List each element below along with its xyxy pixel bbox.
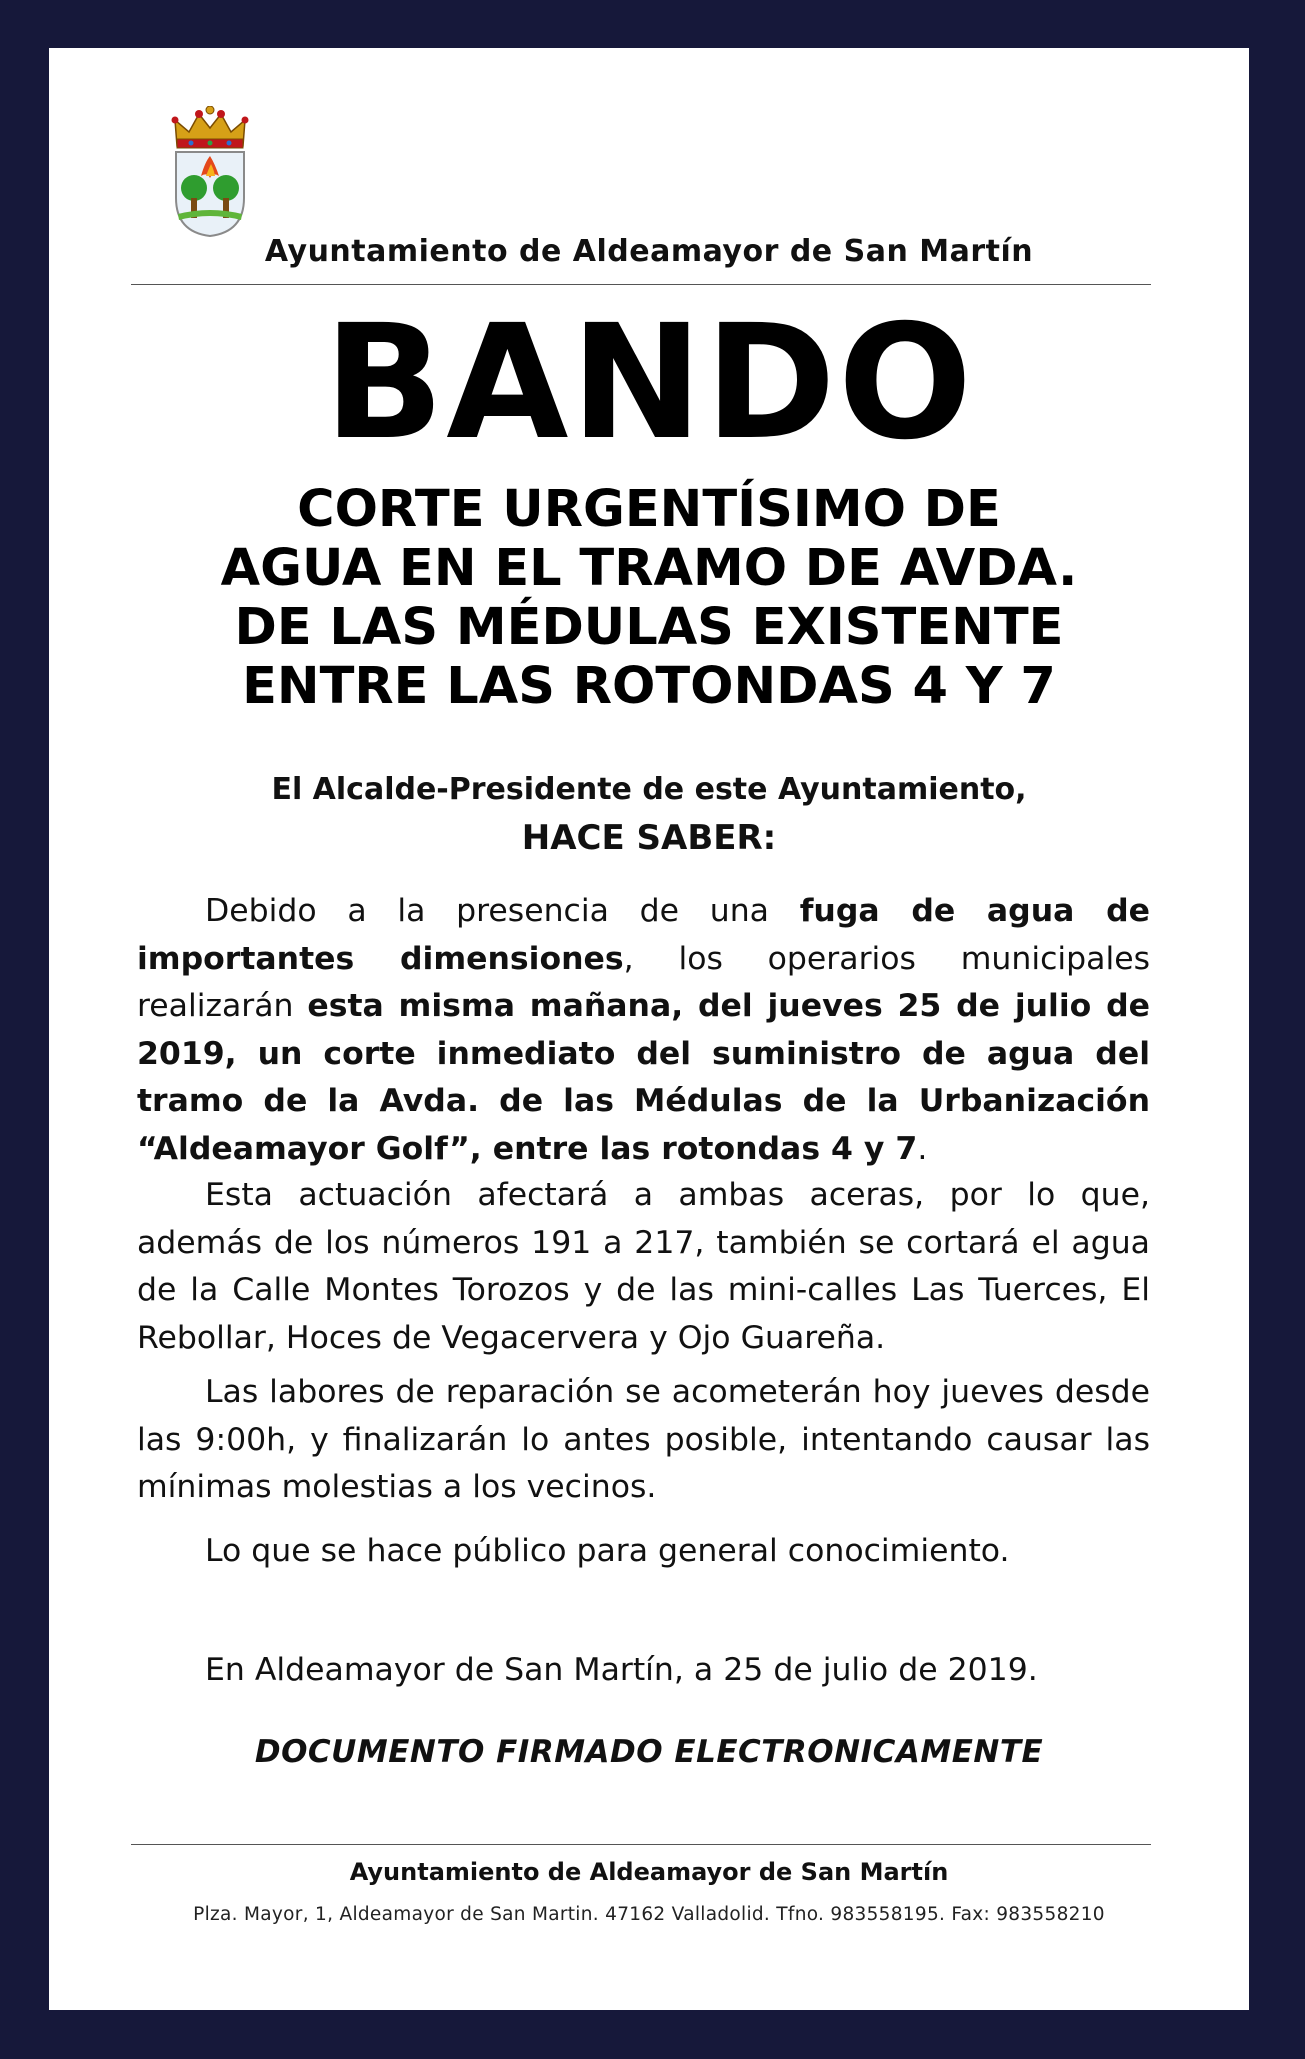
municipality-header: Ayuntamiento de Aldeamayor de San Martín — [264, 234, 1034, 269]
date-line: En Aldeamayor de San Martín, a 25 de julio de 2019. — [205, 1652, 1038, 1688]
paragraph-4: Lo que se hace público para general conocimiento. — [205, 1533, 1010, 1569]
headline-line: CORTE URGENTÍSIMO DE — [297, 480, 1001, 539]
header-divider — [131, 284, 1151, 285]
paragraph-1-bold: esta misma mañana, del jueves 25 de julio de 2019, un corte inmediato del suministro de agua del tramo de la Avda. de las Médulas de la Urbanización “Aldeamayor Golf”, entre las rotondas 4 y 7 — [137, 988, 1150, 1167]
document-page — [49, 48, 1249, 2010]
document-title: BANDO — [323, 291, 975, 475]
footer-municipality: Ayuntamiento de Aldeamayor de San Martín — [349, 1858, 949, 1886]
paragraph-1-bold: fuga de agua de importantes dimensiones — [137, 893, 1150, 977]
paragraph-3: Las labores de reparación se acometerán hoy jueves desde las 9:00h, y finalizarán lo antes posible, intentando causar las mínimas molestias a los vecinos. — [137, 1374, 1150, 1505]
headline-line: AGUA EN EL TRAMO DE AVDA. — [220, 539, 1078, 598]
headline — [109, 480, 1189, 716]
paragraph-1 — [137, 888, 1150, 1173]
paragraph-1-text: , los operarios municipales realizarán — [137, 940, 1150, 1024]
electronic-signature-note: DOCUMENTO FIRMADO ELECTRONICAMENTE — [254, 1734, 1044, 1770]
footer-divider — [131, 1844, 1151, 1845]
coat-of-arms-icon — [169, 106, 251, 238]
paragraph-2: Esta actuación afectará a ambas aceras, por lo que, además de los números 191 a 217, también se cortará el agua de la Calle Montes Torozos y de las mini-calles Las Tuerces, El Rebollar, Hoces de Vegacervera y Ojo Guareña. — [137, 1177, 1150, 1356]
mayor-line: El Alcalde-Presidente de este Ayuntamiento, — [271, 772, 1027, 807]
headline-line: DE LAS MÉDULAS EXISTENTE — [234, 598, 1064, 657]
paragraph-1-text: Debido a la presencia de una — [205, 893, 800, 929]
paragraph-1-text: . — [917, 1130, 928, 1167]
headline-line: ENTRE LAS ROTONDAS 4 Y 7 — [242, 657, 1056, 716]
footer-address: Plza. Mayor, 1, Aldeamayor de San Martin. 47162 Valladolid. Tfno. 983558195. Fax: 983558210 — [193, 1904, 1105, 1925]
hace-saber: HACE SABER: — [521, 818, 777, 858]
